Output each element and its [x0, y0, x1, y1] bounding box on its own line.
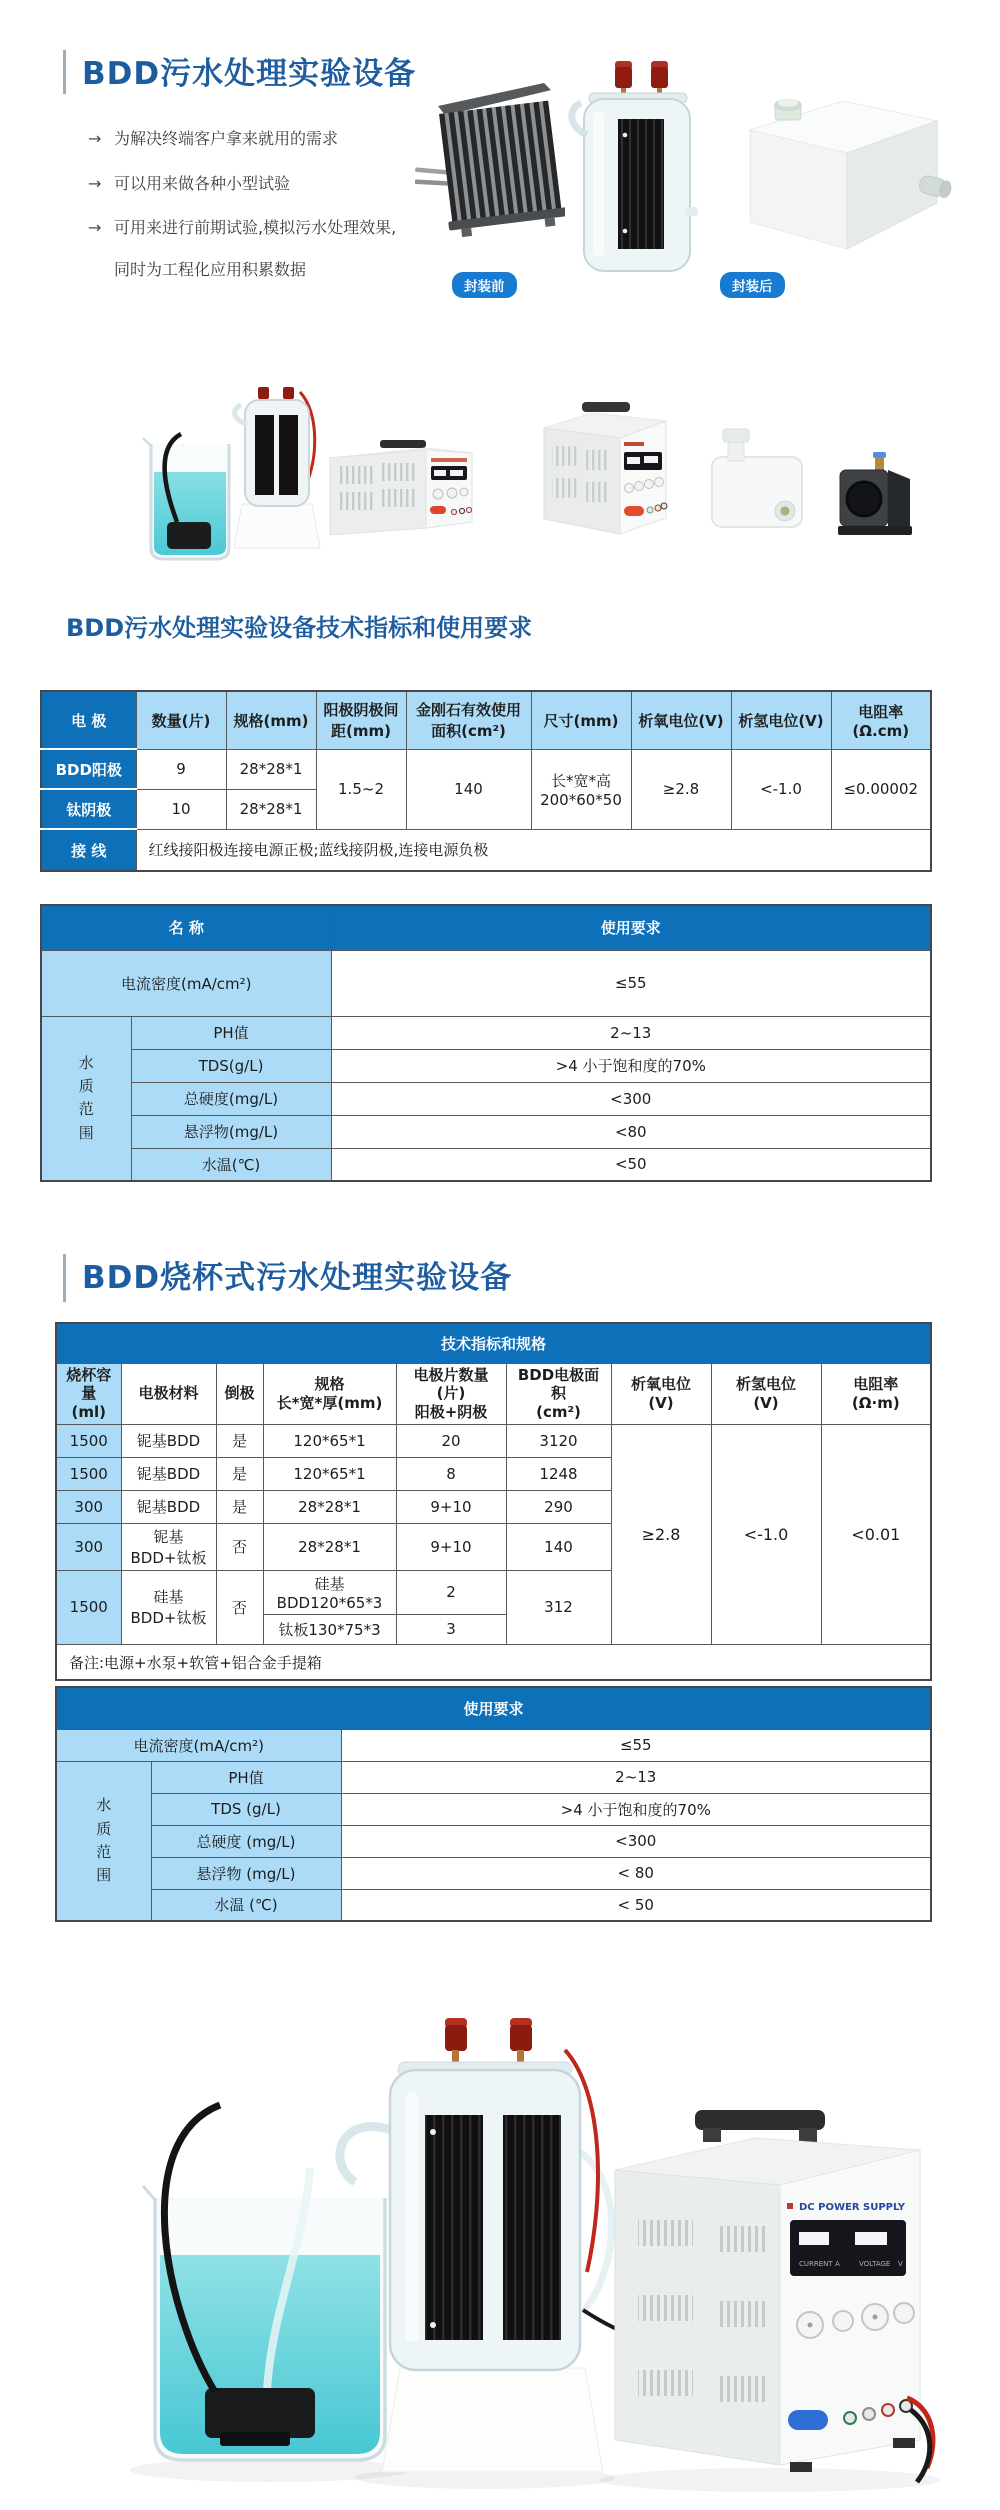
label-suspended-solids: 悬浮物 (mg/L): [151, 1857, 341, 1889]
label-current-density: 电流密度(mA/cm²): [41, 950, 331, 1016]
cell-note: 备注:电源+水泵+软管+铝合金手提箱: [56, 1644, 931, 1680]
cell-inversion: 否: [216, 1523, 263, 1570]
label-water-temp: 水温(℃): [131, 1148, 331, 1181]
cell-capacity: 300: [56, 1523, 121, 1570]
col-header-qty: 数量(片): [136, 691, 226, 749]
spout-tube: [340, 2126, 391, 2182]
tank-cap: [723, 429, 749, 442]
title-accent-bar: [63, 50, 66, 94]
cell-capacity: 1500: [56, 1570, 121, 1644]
electrode-plate-left: [425, 2115, 483, 2340]
cell-oep-merged: ≥2.8: [611, 1424, 711, 1644]
cell-capacity: 1500: [56, 1424, 121, 1457]
cell-material: 铌基BDD: [121, 1457, 216, 1490]
cell-qty-bdd: 9: [136, 749, 226, 789]
cell-inversion: 是: [216, 1424, 263, 1457]
label-hardness: 总硬度(mg/L): [131, 1082, 331, 1115]
bullet-item: [88, 171, 290, 194]
power-button: [624, 506, 644, 516]
value-hardness: <300: [331, 1082, 931, 1115]
col-header-oep: 析氧电位(V): [631, 691, 731, 749]
arrow-icon: →: [88, 129, 102, 148]
label-water-temp: 水温 (℃): [151, 1889, 341, 1921]
col-header-capacity: 烧杯容量 (ml): [56, 1363, 121, 1424]
bullet-item: [88, 215, 396, 238]
bullet-text: 为解决终端客户拿来就用的需求: [114, 129, 339, 148]
value-ph: 2~13: [331, 1016, 931, 1049]
col-header-requirement: 使用要求: [331, 905, 931, 950]
submersible-pump: [205, 2388, 315, 2438]
cell-size: [531, 749, 631, 829]
cell-material: 硅基BDD+钛板: [121, 1570, 216, 1644]
usage-table-1: [40, 904, 930, 1182]
bullet-text: 可以用来做各种小型试验: [114, 174, 291, 193]
group-label-water-quality: 水质范围: [41, 1016, 131, 1181]
col-header-size: 尺寸(mm): [531, 691, 631, 749]
row-header-ti-cathode: 钛阴极: [41, 789, 136, 829]
cell-material: 铌基BDD+钛板: [121, 1523, 216, 1570]
value-ph: 2~13: [341, 1761, 931, 1793]
section3-title: BDD烧杯式污水处理实验设备: [82, 1260, 513, 1296]
cell-res: ≤0.00002: [831, 749, 931, 829]
cell-material: 铌基BDD: [121, 1490, 216, 1523]
row-header-bdd-anode: BDD阳极: [41, 749, 136, 789]
cell-qty: 9+10: [396, 1523, 506, 1570]
label-suspended-solids: 悬浮物(mg/L): [131, 1115, 331, 1148]
electrode-plate-right: [503, 2115, 561, 2340]
cell-area: 3120: [506, 1424, 611, 1457]
col-header-hep: 析氢电位 (V): [711, 1363, 821, 1424]
col-header-res: 电阻率 (Ω·m): [821, 1363, 931, 1424]
cell-spec-bdd: 28*28*1: [226, 749, 316, 789]
cell-inversion: 是: [216, 1457, 263, 1490]
cell-spec: 120*65*1: [263, 1424, 396, 1457]
psu-brand-label: DC POWER SUPPLY: [799, 2202, 906, 2213]
value-water-temp: < 50: [341, 1889, 931, 1921]
display-voltage-label: VOLTAGE: [859, 2260, 891, 2268]
handle: [582, 402, 630, 412]
bullet-text: 可用来进行前期试验,模拟污水处理效果,: [114, 218, 397, 237]
value-current-density: ≤55: [331, 950, 931, 1016]
group-label-water-quality: 水质范围: [56, 1761, 151, 1921]
col-header-spec: 规格 长*宽*厚(mm): [263, 1363, 396, 1424]
bottom-photo: [55, 2010, 945, 2509]
value-tds: >4 小于饱和度的70%: [341, 1793, 931, 1825]
col-header-hep: 析氢电位(V): [731, 691, 831, 749]
bullet-text: 同时为工程化应用积累数据: [114, 260, 307, 279]
pedestal: [234, 504, 320, 548]
label-ph: PH值: [151, 1761, 341, 1793]
section-heading: BDD污水处理实验设备技术指标和使用要求: [66, 614, 533, 642]
power-button: [430, 506, 446, 514]
cell-hep: <-1.0: [731, 749, 831, 829]
value-tds: >4 小于饱和度的70%: [331, 1049, 931, 1082]
cell-inversion: 是: [216, 1490, 263, 1523]
cell-oep: ≥2.8: [631, 749, 731, 829]
display-current-unit: A: [835, 2260, 840, 2268]
dc-power-supply: [615, 2110, 933, 2482]
label-hardness: 总硬度 (mg/L): [151, 1825, 341, 1857]
electrode-stack-photo: [415, 80, 565, 264]
value-suspended-solids: < 80: [341, 1857, 931, 1889]
title-accent-bar: [63, 1254, 66, 1302]
psu-display: [790, 2220, 906, 2276]
size-line1: 长*宽*高: [550, 771, 611, 790]
spec-table-1: [40, 690, 930, 872]
cell-qty: 8: [396, 1457, 506, 1490]
cell-res-merged: <0.01: [821, 1424, 931, 1644]
cell-hep-merged: <-1.0: [711, 1424, 821, 1644]
box-cap: [774, 99, 802, 120]
value-suspended-solids: <80: [331, 1115, 931, 1148]
reactor-cell: [382, 2018, 603, 2472]
water-tank-photo: [706, 425, 808, 539]
display-voltage-unit: V: [898, 2260, 903, 2268]
cell-capacity: 300: [56, 1490, 121, 1523]
outlet-nub: [685, 207, 698, 216]
electrode-fins: [415, 82, 565, 242]
row-header-wiring: 接 线: [41, 829, 136, 871]
cell-gap: 1.5~2: [316, 749, 406, 829]
handle: [380, 440, 426, 448]
value-hardness: <300: [341, 1825, 931, 1857]
cell-area: 140: [506, 1523, 611, 1570]
cell-qty-sub1: 2: [396, 1570, 506, 1614]
cell-inversion: 否: [216, 1570, 263, 1644]
display-current-label: CURRENT: [799, 2260, 833, 2268]
reactor-photo: [228, 382, 328, 564]
encapsulated-cell-photo: [565, 55, 710, 291]
arrow-icon: →: [88, 218, 102, 237]
value-water-temp: <50: [331, 1148, 931, 1181]
value-current-density: ≤55: [341, 1729, 931, 1761]
col-header-area: 金刚石有效使用面积(cm²): [406, 691, 531, 749]
cell-wiring-text: 红线接阳极连接电源正极;蓝线接阴极,连接电源负极: [136, 829, 931, 871]
beaker-photo: [135, 428, 243, 572]
cell-capacity: 1500: [56, 1457, 121, 1490]
cell-spec: 120*65*1: [263, 1457, 396, 1490]
pump-grille: [847, 482, 881, 516]
cell-spec-sub2: 钛板130*75*3: [263, 1614, 396, 1644]
table-band-title: 使用要求: [56, 1687, 931, 1729]
col-header-res: 电阻率(Ω.cm): [831, 691, 931, 749]
col-header-spec: 规格(mm): [226, 691, 316, 749]
glass-body: [245, 400, 309, 506]
cell-area: 290: [506, 1490, 611, 1523]
label-ph: PH值: [131, 1016, 331, 1049]
cell-spec-sub1: 硅基BDD120*65*3: [263, 1570, 396, 1614]
label-tds: TDS (g/L): [151, 1793, 341, 1825]
cell-spec-ti: 28*28*1: [226, 789, 316, 829]
encapsulated-box-photo: [715, 85, 955, 269]
cell-spec: 28*28*1: [263, 1523, 396, 1570]
cell-area: 1248: [506, 1457, 611, 1490]
col-header-oep: 析氧电位 (V): [611, 1363, 711, 1424]
usage-table-2: [55, 1686, 930, 1922]
col-header-electrode: 电 极: [41, 691, 136, 749]
cell-qty: 9+10: [396, 1490, 506, 1523]
col-header-gap: 阳极阴极间距(mm): [316, 691, 406, 749]
cell-qty-ti: 10: [136, 789, 226, 829]
submersible-pump: [167, 522, 211, 549]
cell-area: 140: [406, 749, 531, 829]
beaker: [143, 2105, 385, 2460]
col-header-material: 电极材料: [121, 1363, 216, 1424]
spec-table-2: [55, 1322, 930, 1681]
bullet-item: [88, 126, 338, 149]
status-badge-before: 封装前: [452, 272, 517, 298]
col-header-name: 名 称: [41, 905, 331, 950]
power-supply-side-photo: [322, 438, 482, 546]
bullet-item: [88, 257, 306, 280]
arrow-icon: →: [88, 174, 102, 193]
label-tds: TDS(g/L): [131, 1049, 331, 1082]
cell-area-merged: 312: [506, 1570, 611, 1644]
psu-blue-button: [788, 2410, 828, 2430]
cell-spec: 28*28*1: [263, 1490, 396, 1523]
pedestal: [382, 2368, 603, 2472]
psu-handle: [695, 2110, 825, 2130]
cell-qty: 20: [396, 1424, 506, 1457]
page-title: BDD污水处理实验设备: [82, 56, 417, 92]
pump-fitting-brass: [875, 457, 884, 470]
cell-qty-sub2: 3: [396, 1614, 506, 1644]
table-band-title: 技术指标和规格: [56, 1323, 931, 1363]
cell-material: 铌基BDD: [121, 1424, 216, 1457]
power-supply-front-photo: [532, 400, 682, 554]
label-current-density: 电流密度(mA/cm²): [56, 1729, 341, 1761]
pump-photo: [836, 452, 916, 546]
status-badge-after: 封装后: [720, 272, 785, 298]
col-header-qty: 电极片数量(片) 阳极+阴极: [396, 1363, 506, 1424]
col-header-inversion: 倒极: [216, 1363, 263, 1424]
col-header-area: BDD电极面积 (cm²): [506, 1363, 611, 1424]
size-line2: 200*60*50: [540, 790, 622, 809]
